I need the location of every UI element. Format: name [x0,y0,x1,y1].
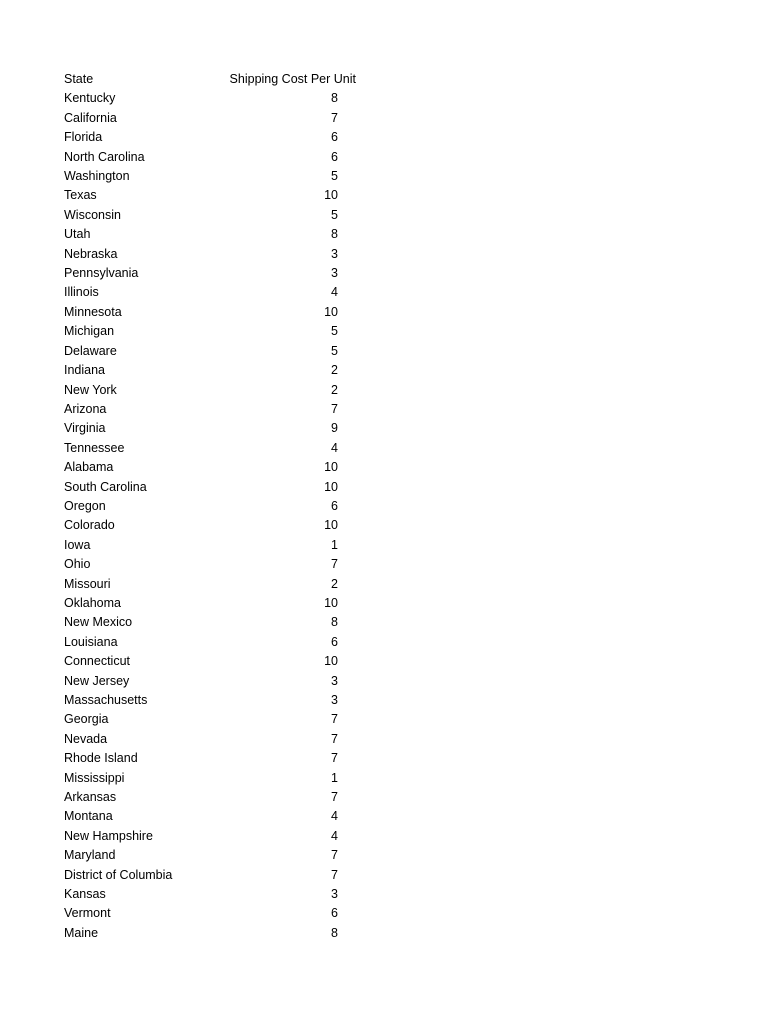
shipping-cost-cell: 7 [331,401,338,416]
table-body [64,89,344,943]
table-row [64,691,344,710]
state-cell: Connecticut [64,654,131,669]
shipping-cost-cell: 6 [331,149,338,164]
table-row [64,924,344,943]
shipping-cost-cell: 7 [331,557,338,572]
shipping-cost-cell: 8 [331,615,338,630]
state-cell: Michigan [64,324,115,339]
state-cell: New Hampshire [64,828,153,843]
table-row [64,594,344,613]
state-cell: Wisconsin [64,207,121,222]
state-cell: Utah [64,227,91,242]
state-cell: Florida [64,130,103,145]
state-cell: District of Columbia [64,867,173,882]
table-row [64,128,344,147]
shipping-cost-column-header [229,70,356,89]
state-cell: Arizona [64,401,107,416]
table-row [64,885,344,904]
shipping-cost-cell: 4 [331,828,338,843]
table-row [64,264,344,283]
shipping-cost-cell: 10 [324,188,338,203]
table-row [64,381,344,400]
shipping-cost-cell: 5 [331,169,338,184]
table-row [64,710,344,729]
state-cell: Missouri [64,576,111,591]
table-row [64,769,344,788]
table-row [64,633,344,652]
state-cell: Delaware [64,343,117,358]
table-row [64,361,344,380]
table-row [64,283,344,302]
shipping-cost-cell: 4 [331,809,338,824]
state-cell: Illinois [64,285,99,300]
state-cell: Louisiana [64,634,118,649]
table-row [64,536,344,555]
table-row [64,89,344,108]
table-row [64,206,344,225]
shipping-cost-cell: 2 [331,576,338,591]
table-row [64,846,344,865]
shipping-cost-cell: 9 [331,421,338,436]
state-cell: New Jersey [64,673,130,688]
table-row [64,303,344,322]
state-cell: Oregon [64,498,106,513]
shipping-cost-cell: 10 [324,460,338,475]
shipping-cost-cell: 7 [331,790,338,805]
shipping-cost-cell: 5 [331,207,338,222]
table-row [64,245,344,264]
table-row [64,186,344,205]
shipping-cost-cell: 3 [331,673,338,688]
shipping-cost-cell: 2 [331,382,338,397]
state-cell: Oklahoma [64,595,121,610]
table-row [64,497,344,516]
state-cell: Arkansas [64,790,117,805]
shipping-cost-cell: 1 [331,537,338,552]
shipping-cost-cell: 1 [331,770,338,785]
state-cell: North Carolina [64,149,145,164]
shipping-cost-cell: 10 [324,304,338,319]
table-row [64,730,344,749]
state-cell: Tennessee [64,440,125,455]
state-cell: Alabama [64,460,114,475]
shipping-cost-cell: 5 [331,343,338,358]
state-cell: Indiana [64,363,106,378]
shipping-cost-cell: 5 [331,324,338,339]
table-row [64,419,344,438]
table-row [64,167,344,186]
table-row [64,613,344,632]
shipping-cost-cell: 8 [331,925,338,940]
state-cell: Texas [64,188,97,203]
shipping-cost-table [64,70,356,943]
state-column-header: State [64,72,94,86]
table-row [64,555,344,574]
state-cell: Colorado [64,518,115,533]
table-row [64,904,344,923]
state-cell: California [64,110,117,125]
shipping-cost-cell: 3 [331,246,338,261]
shipping-cost-cell: 2 [331,363,338,378]
table-row [64,807,344,826]
state-cell: Montana [64,809,113,824]
state-cell: Ohio [64,557,91,572]
table-row [64,478,344,497]
state-cell: South Carolina [64,479,147,494]
table-row [64,749,344,768]
table-header [64,70,356,89]
table-row [64,400,344,419]
shipping-cost-cell: 6 [331,634,338,649]
state-cell: Maryland [64,848,116,863]
state-cell: Vermont [64,906,111,921]
table-row [64,788,344,807]
shipping-cost-cell: 10 [324,518,338,533]
table-row [64,866,344,885]
state-cell: Nebraska [64,246,118,261]
shipping-cost-cell: 8 [331,227,338,242]
shipping-cost-cell: 10 [324,479,338,494]
shipping-cost-cell: 3 [331,887,338,902]
shipping-cost-cell: 10 [324,595,338,610]
table-row [64,439,344,458]
state-cell: New Mexico [64,615,133,630]
table-row [64,672,344,691]
table-row [64,322,344,341]
table-row [64,458,344,477]
shipping-cost-cell: 3 [331,693,338,707]
state-cell: Mississippi [64,770,125,785]
shipping-cost-cell: 7 [331,731,338,746]
state-cell: Rhode Island [64,751,138,766]
shipping-cost-cell: 6 [331,498,338,513]
state-cell: Virginia [64,421,106,436]
state-cell: Pennsylvania [64,266,139,281]
shipping-cost-cell: 7 [331,110,338,125]
state-cell: Massachusetts [64,693,148,707]
table-row [64,342,344,361]
state-cell: Iowa [64,537,91,552]
shipping-cost-cell: 10 [324,654,338,669]
state-cell: Georgia [64,712,109,727]
table-row [64,225,344,244]
shipping-cost-cell: 7 [331,867,338,882]
state-cell: Washington [64,169,130,184]
shipping-cost-cell: 6 [331,906,338,921]
shipping-cost-cell: 7 [331,848,338,863]
state-cell: Nevada [64,731,108,746]
shipping-cost-cell: 4 [331,440,338,455]
state-cell: Kansas [64,887,106,902]
shipping-cost-cell: 7 [331,751,338,766]
shipping-cost-cell: 7 [331,712,338,727]
shipping-cost-cell: 6 [331,130,338,145]
table-row [64,148,344,167]
state-cell: Maine [64,925,99,940]
shipping-cost-cell: 3 [331,266,338,281]
table-row [64,652,344,671]
shipping-cost-cell: 4 [331,285,338,300]
header-row [64,70,344,89]
table-row [64,575,344,594]
shipping-cost-cell: 8 [331,91,338,106]
state-cell: New York [64,382,117,397]
state-cell: Kentucky [64,91,116,106]
table-row [64,516,344,535]
shipping-cost-header-label: Shipping Cost Per Unit [229,72,356,86]
state-cell: Minnesota [64,304,122,319]
table-row [64,827,344,846]
table-row [64,109,344,128]
